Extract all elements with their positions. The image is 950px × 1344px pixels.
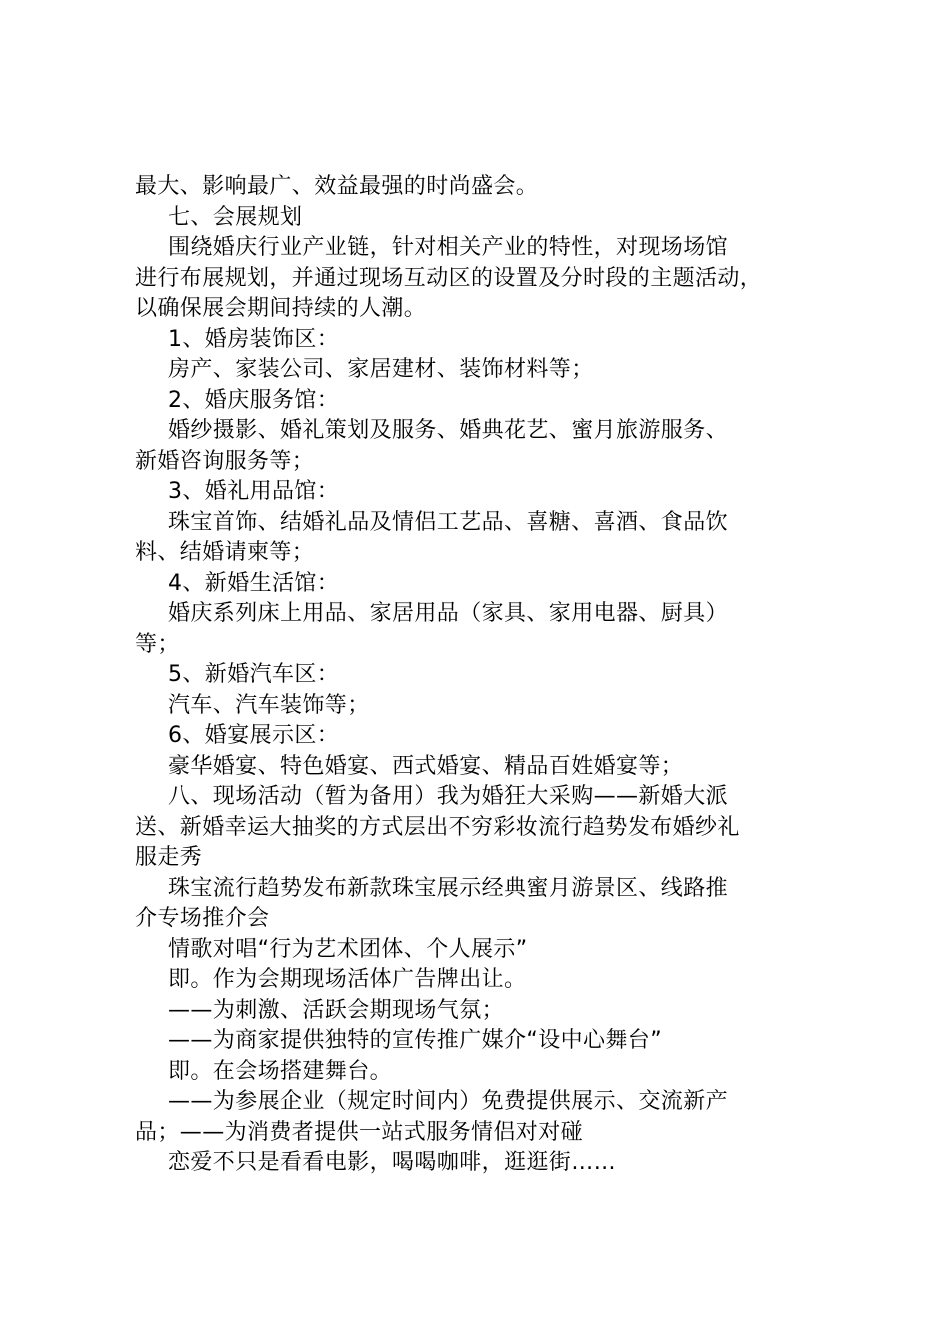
section-heading-8: 八、现场活动（暂为备用）我为婚狂大采购——新婚大派 xyxy=(168,784,729,809)
text-line: 房产、家装公司、家居建材、装饰材料等； xyxy=(168,357,594,382)
text-line: 料、结婚请柬等； xyxy=(135,540,315,565)
list-item-heading: 2、婚庆服务馆： xyxy=(168,387,340,413)
text-line: 即。作为会期现场活体广告牌出让。 xyxy=(168,967,527,992)
text-line: 豪华婚宴、特色婚宴、西式婚宴、精品百姓婚宴等； xyxy=(168,753,684,779)
list-item-heading: 5、新婚汽车区： xyxy=(168,662,340,687)
text-line: 进行布展规划，并通过现场互动区的设置及分时段的主题活动， xyxy=(135,265,763,291)
body-text xyxy=(135,172,847,1179)
text-line: 新婚咨询服务等； xyxy=(135,448,315,474)
section-heading-7: 七、会展规划 xyxy=(168,204,303,230)
text-line: 围绕婚庆行业产业链，针对相关产业的特性，对现场场馆 xyxy=(168,235,729,260)
list-item-heading: 4、新婚生活馆： xyxy=(168,570,340,596)
text-line: 服走秀 xyxy=(135,845,203,870)
text-line: 送、新婚幸运大抽奖的方式层出不穷彩妆流行趋势发布婚纱礼 xyxy=(135,814,740,840)
text-line: ——为参展企业（规定时间内）免费提供展示、交流新产 xyxy=(168,1089,729,1114)
list-item-heading: 6、婚宴展示区： xyxy=(168,723,340,748)
text-line: 婚纱摄影、婚礼策划及服务、婚典花艺、蜜月旅游服务、 xyxy=(168,418,729,443)
text-line: 婚庆系列床上用品、家居用品（家具、家用电器、厨具） xyxy=(168,601,729,626)
text-line: ——为刺激、活跃会期现场气氛； xyxy=(168,997,505,1023)
text-line: 即。在会场搭建舞台。 xyxy=(168,1058,393,1084)
list-item-heading: 1、婚房装饰区： xyxy=(168,326,340,352)
text-line: 等； xyxy=(135,631,180,657)
list-item-heading: 3、婚礼用品馆： xyxy=(168,479,340,504)
text-line: 汽车、汽车装饰等； xyxy=(168,692,370,718)
text-line: 以确保展会期间持续的人潮。 xyxy=(135,296,427,321)
text-line: 情歌对唱“行为艺术团体、个人展示” xyxy=(168,936,528,962)
text-line: 恋爱不只是看看电影，喝喝咖啡，逛逛街…… xyxy=(168,1150,617,1175)
text-line: 珠宝首饰、结婚礼品及情侣工艺品、喜糖、喜酒、食品饮 xyxy=(168,509,729,535)
text-line: 珠宝流行趋势发布新款珠宝展示经典蜜月游景区、线路推 xyxy=(168,875,729,901)
text-line: 品；——为消费者提供一站式服务情侣对对碰 xyxy=(135,1119,584,1145)
text-line: ——为商家提供独特的宣传推广媒介“设中心舞台” xyxy=(168,1028,662,1053)
text-line: 最大、影响最广、效益最强的时尚盛会。 xyxy=(135,174,539,199)
text-line: 介专场推介会 xyxy=(135,906,270,931)
